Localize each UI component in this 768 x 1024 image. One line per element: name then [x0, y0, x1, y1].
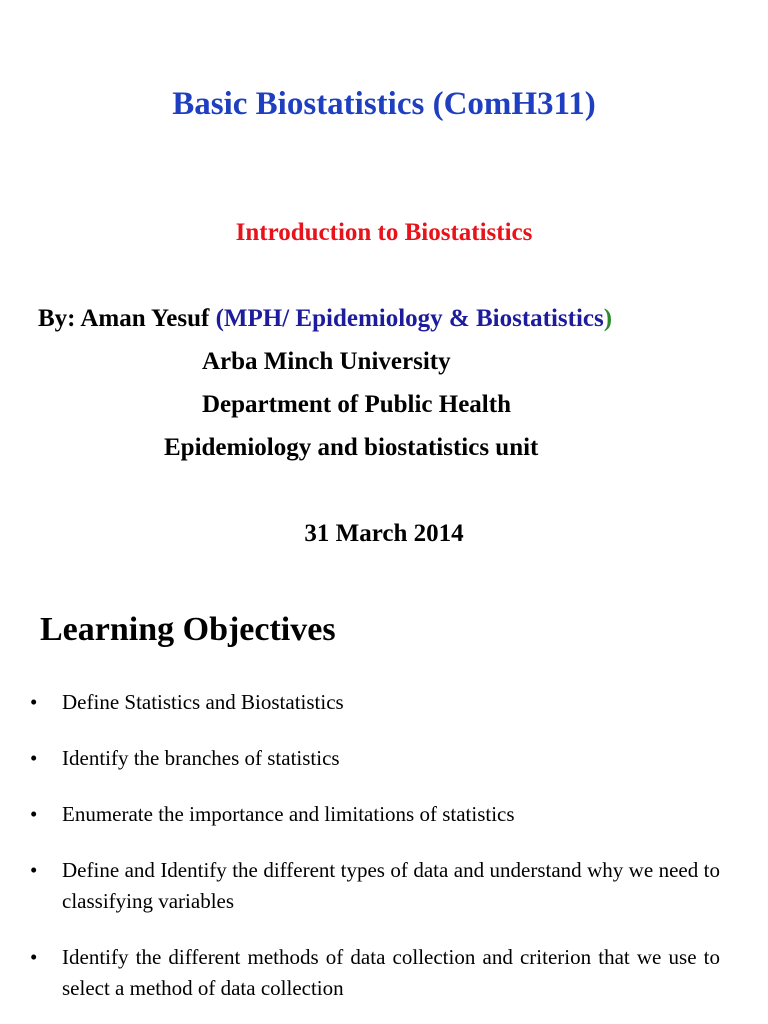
objective-text: Identify the different methods of data collection and criterion that we use to select a method of data collection [62, 945, 720, 1000]
qualification-close-paren: ) [603, 305, 613, 332]
objective-text: Enumerate the importance and limitations of statistics [62, 802, 515, 826]
list-item [30, 687, 344, 718]
presentation-date: 31 March 2014 [304, 520, 464, 547]
author-line [38, 305, 612, 333]
lecture-subtitle: Introduction to Biostatistics [235, 219, 533, 246]
author-qualification: MPH/ Epidemiology & Biostatistics [223, 305, 604, 332]
author-name: By: Aman Yesuf [38, 305, 216, 332]
objective-text: Define and Identify the different types of data and understand why we need to classifying variables [62, 858, 720, 913]
bullet-icon: • [30, 690, 38, 714]
department-name: Department of Public Health [202, 391, 511, 418]
bullet-icon: • [30, 746, 38, 770]
objective-text: Define Statistics and Biostatistics [62, 690, 344, 714]
university-name: Arba Minch University [202, 348, 451, 375]
unit-name: Epidemiology and biostatistics unit [164, 434, 539, 461]
list-item [30, 799, 515, 830]
list-item [30, 743, 340, 774]
qualification-open-paren: ( [215, 305, 224, 332]
objectives-heading: Learning Objectives [40, 611, 336, 648]
list-item [30, 855, 720, 917]
bullet-icon: • [30, 945, 38, 969]
objective-text: Identify the branches of statistics [62, 746, 340, 770]
course-title: Basic Biostatistics (ComH311) [172, 86, 596, 122]
bullet-icon: • [30, 802, 38, 826]
list-item [30, 942, 720, 1004]
bullet-icon: • [30, 858, 38, 882]
objectives-slide [0, 595, 768, 1024]
